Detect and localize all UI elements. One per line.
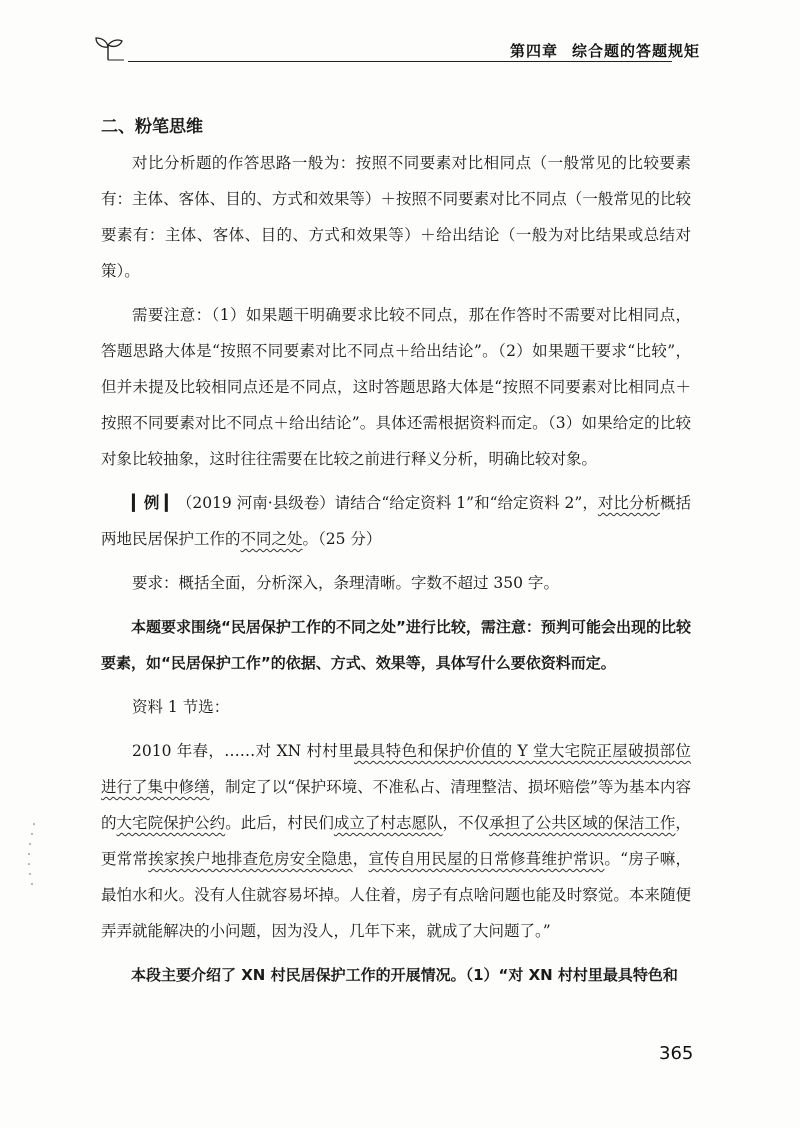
material-highlight: 承担了公共区域的保洁工作 — [489, 814, 676, 832]
material-highlight: 挨家挨户地排查危房安全隐患 — [148, 850, 353, 868]
material-text: 。此后，村民们 — [225, 814, 334, 832]
example-emphasis-difference: 不同之处 — [240, 530, 303, 548]
example-text: （2019 河南·县级卷）请结合“给定资料 1”和“给定资料 2”， — [176, 494, 598, 512]
example-score: 。（25 分） — [302, 530, 382, 548]
chapter-title — [510, 40, 700, 61]
chapter-number: 第四章 — [509, 42, 558, 60]
paragraph-summary: 本段主要介绍了 XN 村民居保护工作的开展情况。（1）“对 XN 村村里最具特色和 — [131, 966, 678, 984]
paragraph-notes: 需要注意：（1）如果题干明确要求比较不同点，那在作答时不需要对比相同点，答题思路大体是“按照不同要素对比不同点＋给出结论”。（2）如果题干要求“比较”，但并未提及比较相同点还是不同点，这时答题思路大体是“按照不同要素对比相同点＋按照不同要素对比不同点＋给出结论”。具体还需根据资料而定。（3）如果给定的比较对象比较抽象，这时往往需要在比较之前进行释义分析，明确比较对象。 — [101, 306, 691, 468]
material-text: 2010 年春，……对 XN 村村里 — [132, 742, 354, 760]
material-highlight: 成立了村志愿队 — [333, 814, 443, 832]
header-rule — [128, 61, 672, 62]
sprout-icon — [94, 34, 124, 62]
material-intro: 资料 1 节选： — [132, 698, 230, 716]
material-text: ，制定了以“保护环境、不准私占、清理整洁、损坏赔偿”等为基本内容的 — [101, 778, 691, 832]
material-text: ， — [352, 850, 369, 868]
material-text: 。“房子嘛，最怕水和火。没有人住就容易坏掉。人住着，房子有点啥问题也能及时察觉。本来随便弄弄就能解决的小问题，因为没人，几年下来，就成了大问题了。” — [101, 850, 691, 940]
page-body — [101, 112, 691, 1001]
margin-scan-marks — [24, 820, 38, 890]
paragraph-analysis: 本题要求围绕“民居保护工作的不同之处”进行比较，需注意：预判可能会出现的比较要素，如“民居保护工作”的依据、方式、效果等，具体写什么要依资料而定。 — [101, 618, 691, 672]
page-number: 365 — [659, 1043, 694, 1064]
paragraph-approach: 对比分析题的作答思路一般为：按照不同要素对比相同点（一般常见的比较要素有：主体、客体、目的、方式和效果等）＋按照不同要素对比不同点（一般常见的比较要素有：主体、客体、目的、方式和效果等）＋给出结论（一般为对比结果或总结对策）。 — [101, 154, 691, 280]
paragraph-requirement: 要求：概括全面，分析深入，条理清晰。字数不超过 350 字。 — [132, 574, 559, 592]
material-excerpt — [101, 733, 691, 949]
example-question — [101, 485, 691, 557]
material-text: ，不仅 — [442, 814, 490, 832]
section-heading: 二、粉笔思维 — [101, 117, 203, 137]
example-emphasis-compare: 对比分析 — [597, 494, 660, 512]
material-highlight: 最具特色和保护价值的 Y 堂大宅院正屋破损部位进行了集中修缮 — [101, 742, 691, 796]
material-text: ，更常常 — [101, 814, 691, 868]
material-highlight: 宣传自用民屋的日常修葺维护常识 — [368, 850, 605, 868]
example-text-2: 概括两地民居保护工作的 — [101, 494, 691, 548]
chapter-name: 综合题的答题规矩 — [571, 42, 700, 60]
example-label: ▎例 ▎ — [132, 494, 177, 512]
material-highlight: 大宅院保护公约 — [116, 814, 226, 832]
page-header — [0, 0, 800, 80]
